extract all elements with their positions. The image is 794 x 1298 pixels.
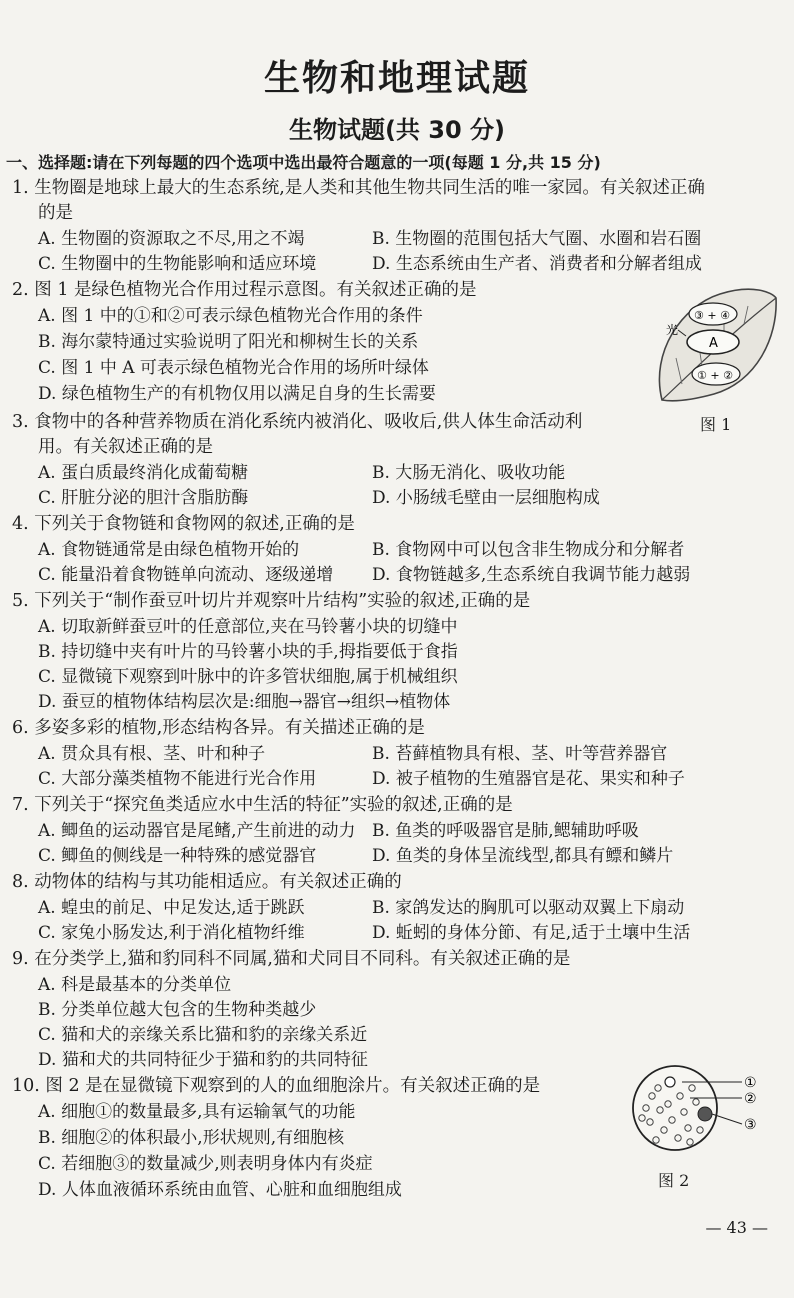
question-3-option-c: C. 肝脏分泌的胆汁含脂肪酶 — [38, 488, 249, 508]
question-6-option-d: D. 被子植物的生殖器官是花、果实和种子 — [372, 769, 685, 789]
question-2-option-c: C. 图 1 中 A 可表示绿色植物光合作用的场所叶绿体 — [38, 358, 429, 378]
question-3-stem-line-1: 3. 食物中的各种营养物质在消化系统内被消化、吸收后,供人体生命活动利 — [12, 412, 583, 432]
question-2-option-d: D. 绿色植物生产的有机物仅用以满足自身的生长需要 — [38, 384, 436, 404]
question-10-option-a: A. 细胞①的数量最多,具有运输氧气的功能 — [38, 1102, 356, 1122]
question-6-option-b: B. 苔藓植物具有根、茎、叶等营养器官 — [372, 744, 668, 764]
figure-1-label-a: A — [709, 336, 718, 351]
question-6-option-a: A. 贯众具有根、茎、叶和种子 — [38, 744, 266, 764]
section-heading: 一、选择题:请在下列每题的四个选项中选出最符合题意的一项(每题 1 分,共 15 分) — [6, 153, 601, 172]
question-9-option-d: D. 猫和犬的共同特征少于猫和豹的共同特征 — [38, 1050, 368, 1070]
question-5-stem: 5. 下列关于“制作蚕豆叶切片并观察叶片结构”实验的叙述,正确的是 — [12, 591, 531, 611]
question-7-option-b: B. 鱼类的呼吸器官是肺,鳃辅助呼吸 — [372, 821, 639, 841]
question-10-option-b: B. 细胞②的体积最小,形状规则,有细胞核 — [38, 1128, 345, 1148]
question-2-option-b: B. 海尔蒙特通过实验说明了阳光和柳树生长的关系 — [38, 332, 419, 352]
figure-1-bottom-materials: ① + ② — [697, 369, 733, 382]
figure-1-light-label: 光 — [666, 323, 679, 337]
question-4-stem: 4. 下列关于食物链和食物网的叙述,正确的是 — [12, 514, 355, 534]
question-9-option-c: C. 猫和犬的亲缘关系比猫和豹的亲缘关系近 — [38, 1025, 368, 1045]
question-10-stem: 10. 图 2 是在显微镜下观察到的人的血细胞涂片。有关叙述正确的是 — [12, 1076, 541, 1096]
question-2-option-a: A. 图 1 中的①和②可表示绿色植物光合作用的条件 — [38, 306, 423, 326]
question-9-option-b: B. 分类单位越大包含的生物种类越少 — [38, 1000, 317, 1020]
pointer-line-3 — [712, 1114, 742, 1124]
question-1-stem-line-2: 的是 — [38, 203, 73, 223]
question-7-option-c: C. 鲫鱼的侧线是一种特殊的感觉器官 — [38, 846, 317, 866]
question-3-option-a: A. 蛋白质最终消化成葡萄糖 — [38, 463, 249, 483]
question-1-stem-line-1: 1. 生物圈是地球上最大的生态系统,是人类和其他生物共同生活的唯一家园。有关叙述正确 — [12, 178, 705, 198]
question-4-option-d: D. 食物链越多,生态系统自我调节能力越弱 — [372, 565, 691, 585]
figure-2-mark-3: ③ — [744, 1117, 757, 1133]
question-8-option-c: C. 家兔小肠发达,利于消化植物纤维 — [38, 923, 305, 943]
question-1-option-c: C. 生物圈中的生物能影响和适应环境 — [38, 254, 317, 274]
question-8-option-b: B. 家鸽发达的胸肌可以驱动双翼上下扇动 — [372, 898, 685, 918]
question-7-stem: 7. 下列关于“探究鱼类适应水中生活的特征”实验的叙述,正确的是 — [12, 795, 513, 815]
question-7-option-d: D. 鱼类的身体呈流线型,都具有鳔和鳞片 — [372, 846, 674, 866]
question-5-option-b: B. 持切缝中夹有叶片的马铃薯小块的手,拇指要低于食指 — [38, 642, 458, 662]
question-8-option-d: D. 蚯蚓的身体分節、有足,适于土壤中生活 — [372, 923, 691, 943]
page-number: — 43 — — [705, 1218, 768, 1237]
page-subtitle: 生物试题(共 30 分) — [288, 116, 506, 144]
question-5-option-d: D. 蚕豆的植物体结构层次是:细胞→器官→组织→植物体 — [38, 692, 451, 712]
figure-1-top-products: ③ + ④ — [694, 309, 730, 322]
figure-2-mark-2: ② — [744, 1091, 757, 1107]
question-10-option-d: D. 人体血液循环系统由血管、心脏和血细胞组成 — [38, 1180, 402, 1200]
question-2-stem: 2. 图 1 是绿色植物光合作用过程示意图。有关叙述正确的是 — [12, 280, 477, 300]
question-1-option-a: A. 生物圈的资源取之不尽,用之不竭 — [38, 229, 305, 249]
question-4-option-c: C. 能量沿着食物链单向流动、逐级递增 — [38, 565, 334, 585]
question-6-option-c: C. 大部分藻类植物不能进行光合作用 — [38, 769, 317, 789]
question-7-option-a: A. 鲫鱼的运动器官是尾鳍,产生前进的动力 — [38, 821, 356, 841]
question-4-option-b: B. 食物网中可以包含非生物成分和分解者 — [372, 540, 685, 560]
figure-2-blood-smear — [630, 1060, 780, 1160]
figure-2-caption: 图 2 — [658, 1171, 690, 1190]
question-4-option-a: A. 食物链通常是由绿色植物开始的 — [38, 540, 300, 560]
figure-1-leaf-diagram — [652, 282, 782, 408]
question-1-option-d: D. 生态系统由生产者、消费者和分解者组成 — [372, 254, 702, 274]
question-1-option-b: B. 生物圈的范围包括大气圈、水圈和岩石圈 — [372, 229, 702, 249]
question-5-option-a: A. 切取新鲜蚕豆叶的任意部位,夹在马铃薯小块的切缝中 — [38, 617, 458, 637]
question-5-option-c: C. 显微镜下观察到叶脉中的许多管状细胞,属于机械组织 — [38, 667, 458, 687]
figure-1-caption: 图 1 — [700, 415, 732, 434]
question-3-option-b: B. 大肠无消化、吸收功能 — [372, 463, 566, 483]
white-blood-cell-3 — [698, 1107, 712, 1121]
cell-1-shape — [665, 1077, 675, 1087]
question-6-stem: 6. 多姿多彩的植物,形态结构各异。有关描述正确的是 — [12, 718, 425, 738]
figure-2-mark-1: ① — [744, 1075, 757, 1091]
question-8-option-a: A. 蝗虫的前足、中足发达,适于跳跃 — [38, 898, 305, 918]
question-8-stem: 8. 动物体的结构与其功能相适应。有关叙述正确的 — [12, 872, 402, 892]
question-10-option-c: C. 若细胞③的数量减少,则表明身体内有炎症 — [38, 1154, 373, 1174]
question-3-option-d: D. 小肠绒毛壁由一层细胞构成 — [372, 488, 600, 508]
question-9-option-a: A. 科是最基本的分类单位 — [38, 975, 232, 995]
question-9-stem: 9. 在分类学上,猫和豹同科不同属,猫和犬同目不同科。有关叙述正确的是 — [12, 949, 571, 969]
page-title: 生物和地理试题 — [263, 58, 530, 99]
question-3-stem-line-2: 用。有关叙述正确的是 — [38, 437, 213, 457]
